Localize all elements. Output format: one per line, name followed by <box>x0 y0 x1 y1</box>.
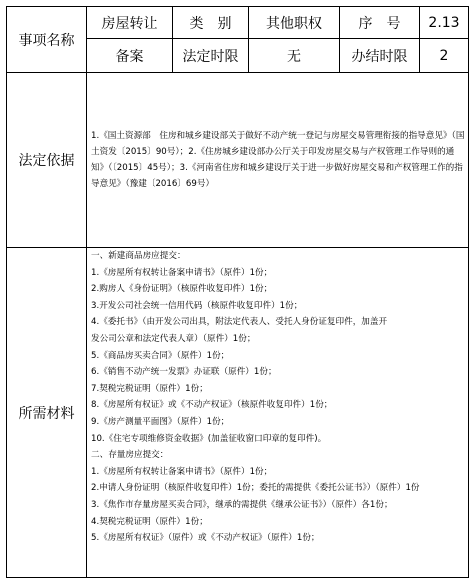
materials-line: 1.《房屋所有权转让备案申请书》（原件）1份； <box>91 267 273 278</box>
materials-line: 3.《焦作市存量房屋买卖合同》，继承的需提供《继承公证书》）（原件）各1份； <box>91 499 393 510</box>
item-name-value-line1: 房屋转让 <box>87 7 173 39</box>
materials-line: 4.《委托书》（由开发公司出具，附法定代表人、受托人身份证复印件，加盖开 <box>91 317 388 328</box>
legal-basis-text: 1.《国土资源部 住房和城乡建设部关于做好不动产统一登记与房屋交易管理衔接的指导意见》（国土资发〔2015〕90号）；2.《住房城乡建设部办公厅关于印发房屋交易与产权管理工作导则的通知》（〔2015〕45号）；3.《河南省住房和城乡建设厅关于进一步做好房屋交易和产权管理工作的指导意见》（豫建〔2016〕69号） <box>87 73 469 248</box>
materials-section-heading: 二、存量房应提交： <box>91 450 169 461</box>
materials-line: 6.《销售不动产统一发票》办证联（原件）1份； <box>91 367 277 378</box>
info-table <box>6 6 469 578</box>
materials-line: 8.《房屋所有权证》或《不动产权证》（核原件收复印件）1份； <box>91 400 333 411</box>
materials-list <box>87 248 469 578</box>
header-row-1 <box>7 7 469 39</box>
serial-label: 序 号 <box>340 7 420 39</box>
materials-line: 7.契税完税证明（原件）1份； <box>91 383 208 394</box>
materials-line: 5.《商品房买卖合同》（原件）1份； <box>91 350 230 361</box>
materials-section-heading: 一、新建商品房应提交： <box>91 251 186 261</box>
item-name-label: 事项名称 <box>7 7 87 73</box>
legal-basis-label: 法定依据 <box>7 73 87 248</box>
materials-line: 3.开发公司社会统一信用代码（核原件收复印件）1份； <box>91 300 303 311</box>
materials-line: 发公司公章和法定代表人章）（原件）1份； <box>91 333 256 344</box>
category-value: 其他职权 <box>249 7 340 39</box>
category-label: 类 别 <box>173 7 249 39</box>
materials-line: 5.《房屋所有权证》（原件）或《不动产权证》（原件）1份； <box>91 533 320 544</box>
materials-line: 9.《房产测量平面图》（原件）1份； <box>91 416 230 427</box>
item-name-value-line2: 备案 <box>87 39 173 73</box>
document-sheet <box>6 6 468 578</box>
materials-label: 所需材料 <box>7 248 87 578</box>
materials-line: 4.契税完税证明（原件）1份； <box>91 516 208 527</box>
materials-line: 2.申请人身份证明（核原件收复印件）1份；委托的需提供《委托公证书》）（原件）1份 <box>91 483 420 494</box>
completion-time-value: 2 <box>420 39 469 73</box>
legal-time-limit-value: 无 <box>249 39 340 73</box>
materials-line: 2.购房人《身份证明》（核原件收复印件）1份； <box>91 284 273 295</box>
serial-value: 2.13 <box>420 7 469 39</box>
completion-time-label: 办结时限 <box>340 39 420 73</box>
legal-basis-row <box>7 73 469 248</box>
materials-line: 1.《房屋所有权转让备案申请书》（原件）1份； <box>91 466 273 477</box>
legal-time-limit-label: 法定时限 <box>173 39 249 73</box>
materials-row <box>7 248 469 578</box>
materials-line: 10.《住宅专项维修资金收据》(加盖征收窗口印章的复印件)。 <box>91 433 327 444</box>
